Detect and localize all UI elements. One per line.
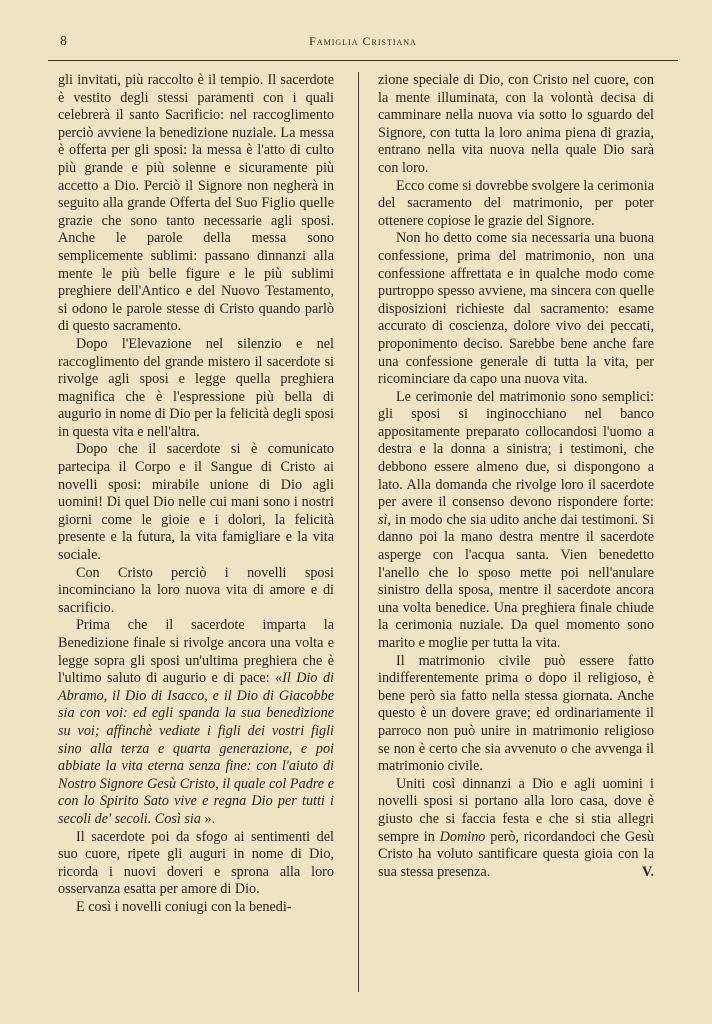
paragraph: Il matrimonio civile può essere fatto indifferentemente prima o dopo il religioso, è bene però sia fatto nella stessa giornata. Anche questo è un dovere grave; ed ordinariamente il parroco non può unire in matrimonio religioso se non è certo che sia avvenuto o che avvenga il matrimonio civile. — [378, 652, 654, 775]
author-signature: V. — [642, 863, 654, 880]
paragraph — [378, 389, 654, 653]
text-run: ». — [200, 810, 216, 827]
text-run: Le cerimonie del matrimonio sono semplici: gli sposi si inginocchiano nel banco appositamente preparato collocandosi l'uomo a destra e la donna a sinistra; i testimoni, che debbono essere almeno due, si dispongono a lato. Alla domanda che rivolge loro il sacerdote per avere il consenso devono rispondere forte: — [378, 388, 654, 511]
column-divider — [358, 72, 359, 992]
paragraph: zione speciale di Dio, con Cristo nel cuore, con la mente illuminata, con la volontà decisa di camminare nella nuova via sotto lo sguardo del Signore, con tutta la loro anima piena di grazia, entrano nella vita nuova nella quale Dio sarà con loro. — [378, 72, 654, 176]
paragraph-with-quote — [58, 617, 334, 828]
left-column — [58, 72, 334, 917]
page-number: 8 — [60, 34, 67, 49]
italic-word: sì — [378, 511, 388, 528]
paragraph: Ecco come si dovrebbe svolgere la cerimonia del sacramento del matrimonio, per poter ottenere copiose le grazie del Signore. — [378, 177, 654, 229]
text-run: Uniti così dinnanzi a Dio e agli uomini i novelli sposi si portano alla loro casa, dove è giusto che si faccia festa e che si stia allegri sempre in — [378, 775, 654, 845]
paragraph: Dopo che il sacerdote si è comunicato partecipa il Corpo e il Sangue di Cristo ai novelli sposi: mirabile unione di Dio agli uomini! Di quel Dio nelle cui mani sono i nostri giorni come le gioie e i dolori, la felicità presente e la futura, la vita famigliare e la vita sociale. — [58, 441, 334, 564]
paragraph: Dopo l'Elevazione nel silenzio e nel raccoglimento del grande mistero il sacerdote si rivolge agli sposi e legge quella preghiera magnifica che è l'espressione più bella di augurio in nome di Dio per la felicità degli sposi in questa vita e nell'altra. — [58, 335, 334, 440]
page-header — [48, 32, 678, 54]
paragraph: Il sacerdote poi da sfogo ai sentimenti del suo cuore, ripete gli auguri in nome di Dio, ricorda i nuovi doveri e sprona alla loro osservanza esatta per amore di Dio. — [58, 828, 334, 898]
right-column — [378, 72, 654, 881]
running-head: Famiglia Cristiana — [309, 34, 417, 48]
text-run: però, ricordandoci che Gesù Cristo ha voluto santificare questa gioia con la sua stessa presenza. — [378, 828, 654, 880]
paragraph: gli invitati, più raccolto è il tempio. Il sacerdote è vestito degli stessi paramenti con i quali celebrerà il santo Sacrificio: nel raccoglimento perciò avviene la benedizione nuziale. La messa è offerta per gli sposi: la messa è l'atto di culto più grande e più solenne e sicuramente più accetto a Dio. Perciò il Signore non negherà in seguito alla grande Offerta del Suo Figlio quelle grazie che sono tanto necessarie agli sposi. Anche le parole della messa sono semplicemente sublimi: passano dinnanzi alla mente le più belle figure e le più sublimi preghiere dell'Antico e del Nuovo Testamento, si odono le parole stesse di Cristo quando parlò di questo sacramento. — [58, 72, 334, 335]
text-run: , in modo che sia udito anche dai testimoni. Si danno poi la mano destra mentre il sacerdote asperge con l'acqua santa. Vien benedetto l'anello che lo sposo mette poi nell'anulare sinistro della sposa, mentre il sacerdote ancora una volta benedice. Una preghiera finale chiude la cerimonia nuziale. Da quel momento sono marito e moglie per tutta la vita. — [378, 511, 654, 651]
paragraph: Con Cristo perciò i novelli sposi incominciano la loro nuova vita di amore e di sacrificio. — [58, 564, 334, 616]
text-run: Prima che il sacerdote imparta la Benedizione finale si rivolge ancora una volta e legge sopra gli sposi un'ultima preghiera che è l'ultimo saluto di augurio e di pace: « — [58, 617, 334, 687]
paragraph: E così i novelli coniugi con la benedi- — [76, 898, 292, 915]
header-rule — [48, 60, 678, 61]
blessing-quote: Il Dio di Abramo, il Dio di Isacco, e il Dio di Giacobbe sia con voi: ed egli spanda la sua benedizione su voi; affinchè vediate i figli dei vostri figli sino alla terza e quarta generazione, e poi abbiate la vita eterna senza fine: con l'aiuto di Nostro Signore Gesù Cristo, il quale col Padre e con lo Spirito Sato vive e regna Dio per tutti i secoli de' secoli. Così sia — [58, 670, 334, 827]
italic-word: Domino — [439, 828, 486, 845]
paragraph: Non ho detto come sia necessaria una buona confessione, prima del matrimonio, non una confessione affrettata e in qualche modo come purtroppo spesso avviene, ma sincera con quelle disposizioni richieste dal sacramento: esame accurato di coscienza, dolore vivo dei peccati, proponimento deciso. Sarebbe bene anche fare una confessione generale di tutta la vita, per ricominciare da capo una nuova vita. — [378, 230, 654, 388]
